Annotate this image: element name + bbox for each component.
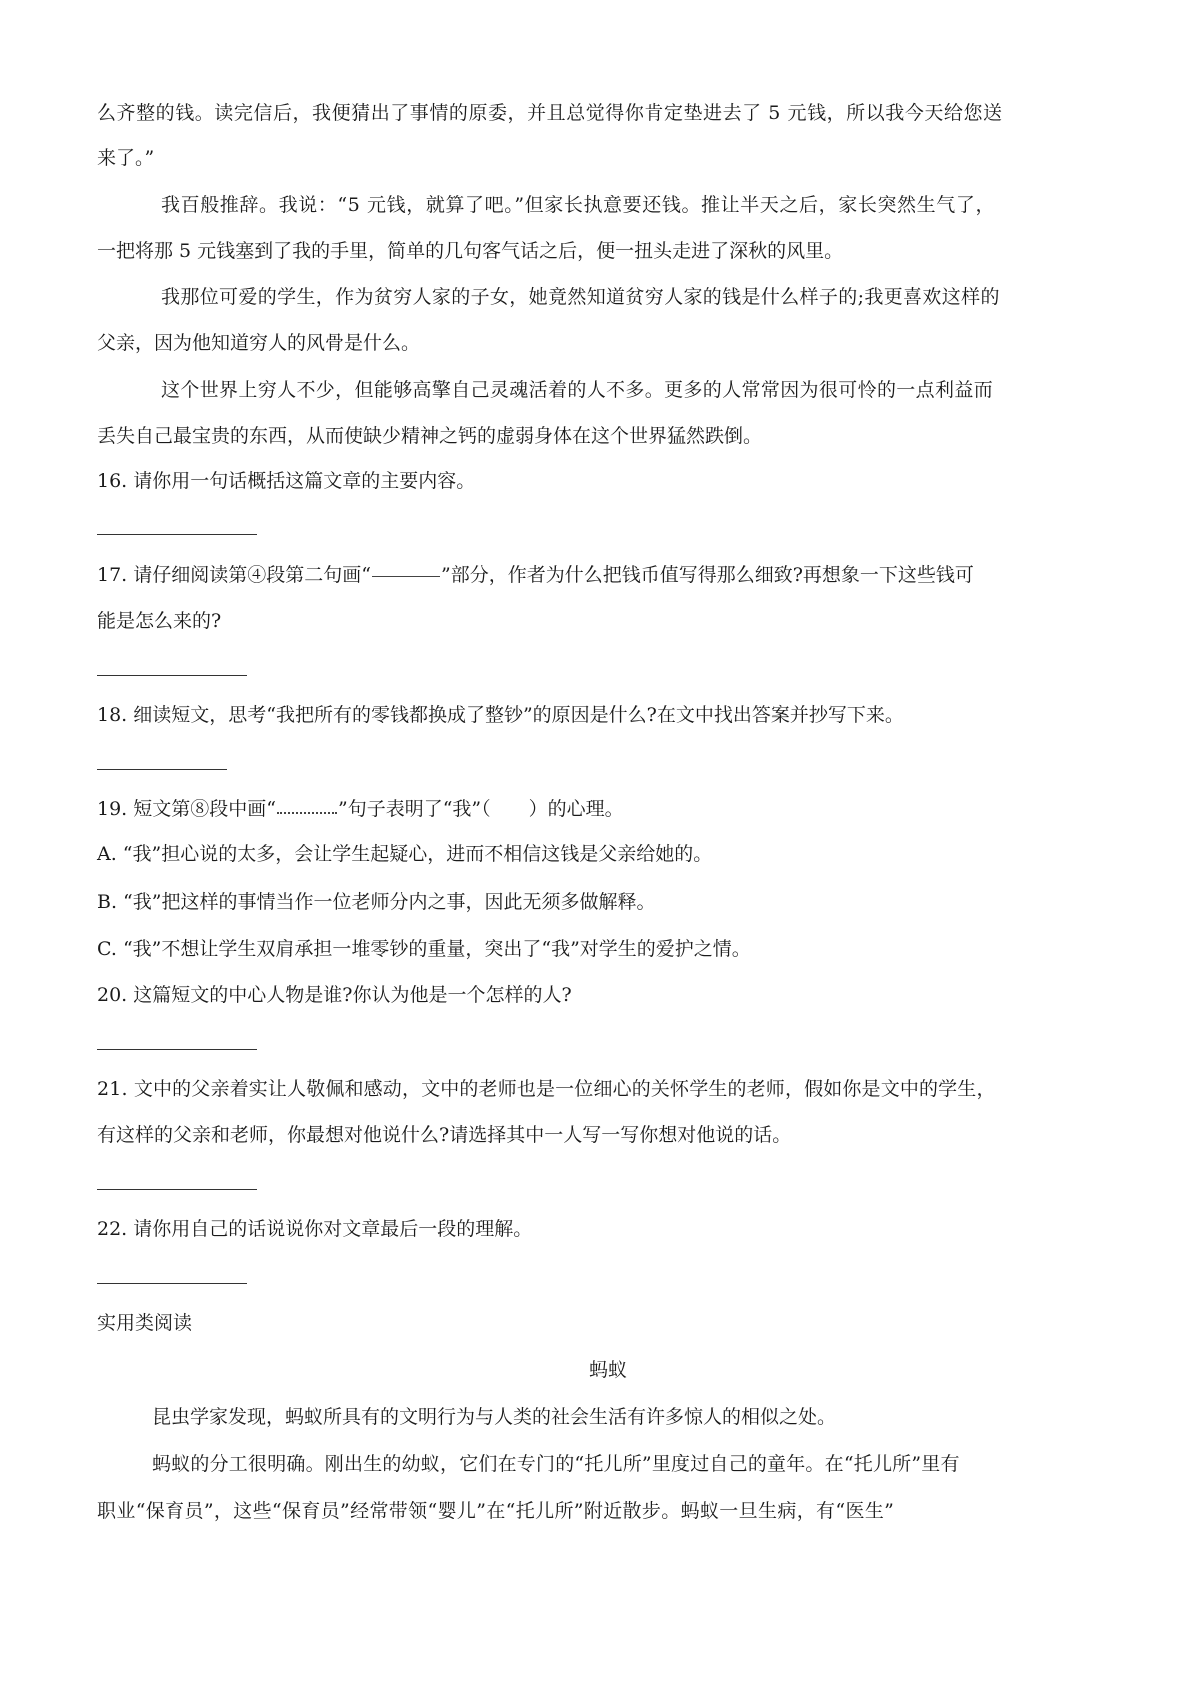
question-19 — [97, 800, 624, 819]
section-heading: 实用类阅读 — [97, 1312, 193, 1334]
question-19-part-b: ”句子表明了“我”（ ）的心理。 — [337, 798, 624, 820]
story-p1-line2: 来了。” — [97, 147, 155, 169]
question-19-part-a: 19. 短文第⑧段中画“ — [97, 798, 276, 820]
answer-line-17[interactable] — [97, 675, 247, 676]
story-p3-line2: 父亲，因为他知道穷人的风骨是什么。 — [97, 332, 421, 354]
question-17-part-a: 17. 请仔细阅读第④段第二句画“ — [97, 564, 371, 586]
story-p2-line1: 我百般推辞。我说：“5 元钱，就算了吧。”但家长执意要还钱。推让半天之后，家长突然生气了， — [161, 194, 996, 216]
story-p2-line2: 一把将那 5 元钱塞到了我的手里，简单的几句客气话之后，便一扭头走进了深秋的风里。 — [97, 240, 844, 262]
article-p2-line2: 职业“保育员”，这些“保育员”经常带领“婴儿”在“托儿所”附近散步。蚂蚁一旦生病，有“医生” — [97, 1500, 895, 1522]
question-18: 18. 细读短文，思考“我把所有的零钱都换成了整钞”的原因是什么?在文中找出答案并抄写下来。 — [97, 704, 904, 726]
story-p4-line2: 丢失自己最宝贵的东西，从而使缺少精神之钙的虚弱身体在这个世界猛然跌倒。 — [97, 425, 763, 447]
question-17-line1 — [97, 566, 974, 585]
story-p3-line1: 我那位可爱的学生，作为贫穷人家的子女，她竟然知道贫穷人家的钱是什么样子的;我更喜欢这样的 — [161, 286, 1000, 308]
question-17-part-b: ”部分，作者为什么把钱币值写得那么细致?再想象一下这些钱可 — [440, 564, 974, 586]
underline-marker — [372, 575, 440, 577]
story-p4-line1: 这个世界上穷人不少，但能够高擎自己灵魂活着的人不多。更多的人常常因为很可怜的一点利益而 — [161, 379, 994, 401]
question-16: 16. 请你用一句话概括这篇文章的主要内容。 — [97, 470, 476, 492]
article-title: 蚂蚁 — [589, 1359, 628, 1381]
question-21-line2: 有这样的父亲和老师，你最想对他说什么?请选择其中一人写一写你想对他说的话。 — [97, 1124, 792, 1146]
article-p1: 昆虫学家发现，蚂蚁所具有的文明行为与人类的社会生活有许多惊人的相似之处。 — [152, 1406, 837, 1428]
answer-line-20[interactable] — [97, 1049, 257, 1050]
question-19-option-a[interactable]: A. “我”担心说的太多，会让学生起疑心，进而不相信这钱是父亲给她的。 — [97, 843, 713, 865]
story-p1-line1: 么齐整的钱。读完信后，我便猜出了事情的原委，并且总觉得你肯定垫进去了 5 元钱，所以我今天给您送 — [97, 102, 1003, 124]
question-20: 20. 这篇短文的中心人物是谁?你认为他是一个怎样的人? — [97, 984, 572, 1006]
answer-line-21[interactable] — [97, 1189, 257, 1190]
question-19-option-c[interactable]: C. “我”不想让学生双肩承担一堆零钞的重量，突出了“我”对学生的爱护之情。 — [97, 938, 751, 960]
answer-line-16[interactable] — [97, 534, 257, 535]
answer-line-22[interactable] — [97, 1283, 247, 1284]
question-22: 22. 请你用自己的话说说你对文章最后一段的理解。 — [97, 1218, 533, 1240]
answer-line-18[interactable] — [97, 769, 227, 770]
article-p2-line1: 蚂蚁的分工很明确。刚出生的幼蚁，它们在专门的“托儿所”里度过自己的童年。在“托儿所”里有 — [152, 1453, 960, 1475]
question-19-option-b[interactable]: B. “我”把这样的事情当作一位老师分内之事，因此无须多做解释。 — [97, 891, 656, 913]
question-17-line2: 能是怎么来的? — [97, 610, 222, 632]
question-21-line1: 21. 文中的父亲着实让人敬佩和感动，文中的老师也是一位细心的关怀学生的老师，假如你是文中的学生， — [97, 1078, 996, 1100]
wavy-underline-marker — [277, 806, 337, 814]
